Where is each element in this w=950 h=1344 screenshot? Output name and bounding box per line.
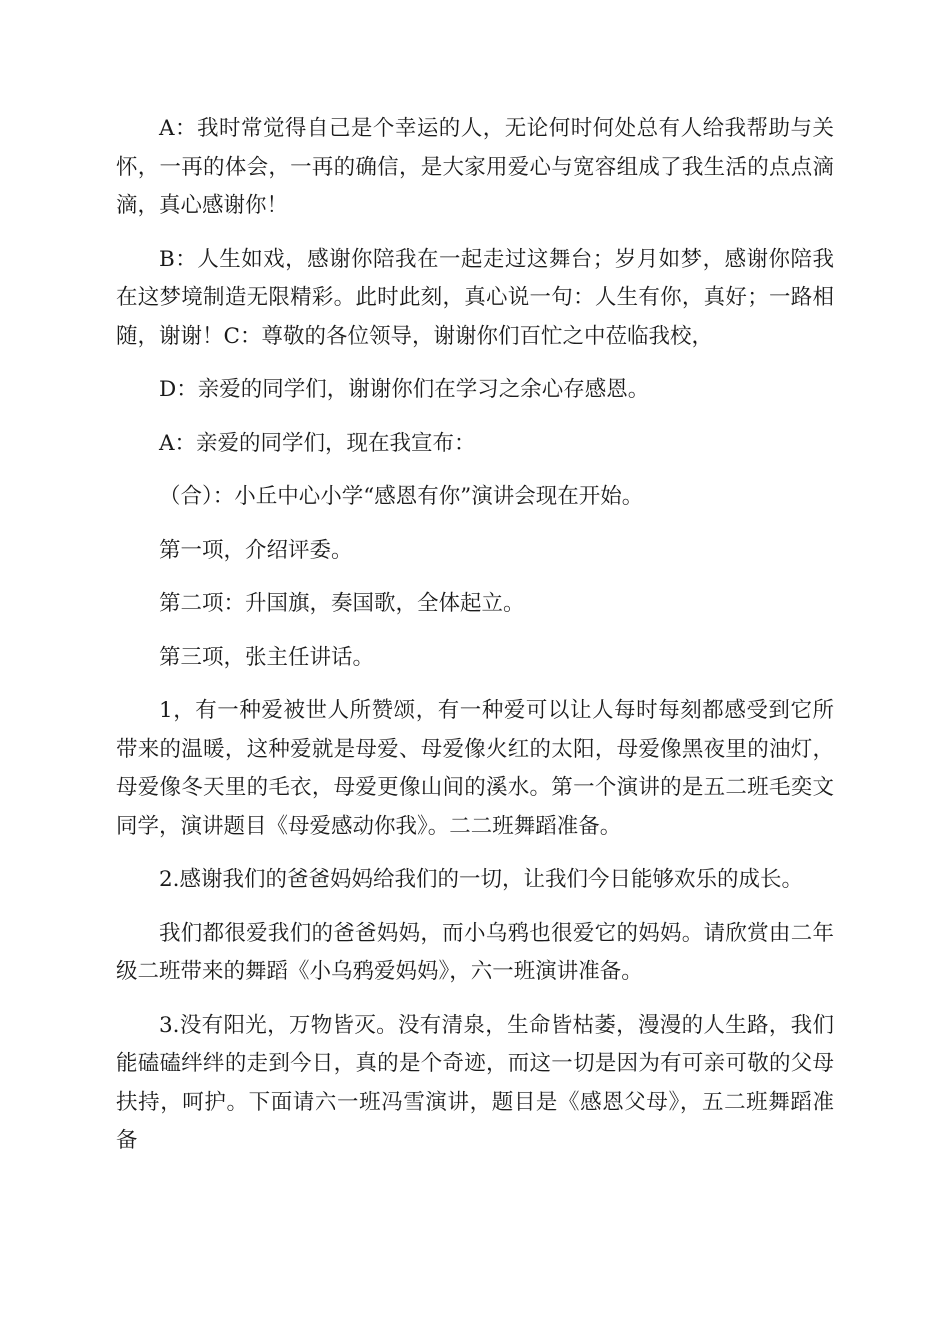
paragraph-b-c: B：人生如戏，感谢你陪我在一起走过这舞台；岁月如梦，感谢你陪我在这梦境制造无限精彩。此时此刻，真心说一句：人生有你，真好；一路相随，谢谢！C：尊敬的各位领导，谢谢你们百忙之中莅临我校， <box>116 246 834 349</box>
paragraph-together: （合）：小丘中心小学“感恩有你”演讲会现在开始。 <box>159 484 644 509</box>
document-page <box>116 110 834 1176</box>
paragraph-a-intro: A：我时常觉得自己是个幸运的人，无论何时何处总有人给我帮助与关怀，一再的体会，一再的确信，是大家用爱心与宽容组成了我生活的点点滴滴，真心感谢你！ <box>116 116 834 218</box>
paragraph-speech-2: 2.感谢我们的爸爸妈妈给我们的一切，让我们今日能够欢乐的成长。 <box>159 867 804 892</box>
paragraph-item-3: 第三项，张主任讲话。 <box>159 644 375 670</box>
paragraph-item-2: 第二项：升国旗，奏国歌，全体起立。 <box>159 591 525 616</box>
paragraph-d: D：亲爱的同学们，谢谢你们在学习之余心存感恩。 <box>159 377 650 402</box>
paragraph-dance-intro: 我们都很爱我们的爸爸妈妈，而小乌鸦也很爱它的妈妈。请欣赏由二年级二班带来的舞蹈《小乌鸦爱妈妈》，六一班演讲准备。 <box>116 920 834 984</box>
paragraph-speech-1: 1，有一种爱被世人所赞颂，有一种爱可以让人每时每刻都感受到它所带来的温暖，这种爱就是母爱、母爱像火红的太阳，母爱像黑夜里的油灯，母爱像冬天里的毛衣，母爱更像山间的溪水。第一个演讲的是五二班毛奕文同学，演讲题目《母爱感动你我》。二二班舞蹈准备。 <box>116 698 834 839</box>
paragraph-a-announce: A：亲爱的同学们，现在我宣布： <box>159 430 476 456</box>
paragraph-speech-3: 3.没有阳光，万物皆灭。没有清泉，生命皆枯萎，漫漫的人生路，我们能磕磕绊绊的走到今日，真的是个奇迹，而这一切是因为有可亲可敬的父母扶持，呵护。下面请六一班冯雪演讲，题目是《感恩父母》，五二班舞蹈准备 <box>116 1012 834 1153</box>
paragraph-item-1: 第一项，介绍评委。 <box>159 537 353 563</box>
